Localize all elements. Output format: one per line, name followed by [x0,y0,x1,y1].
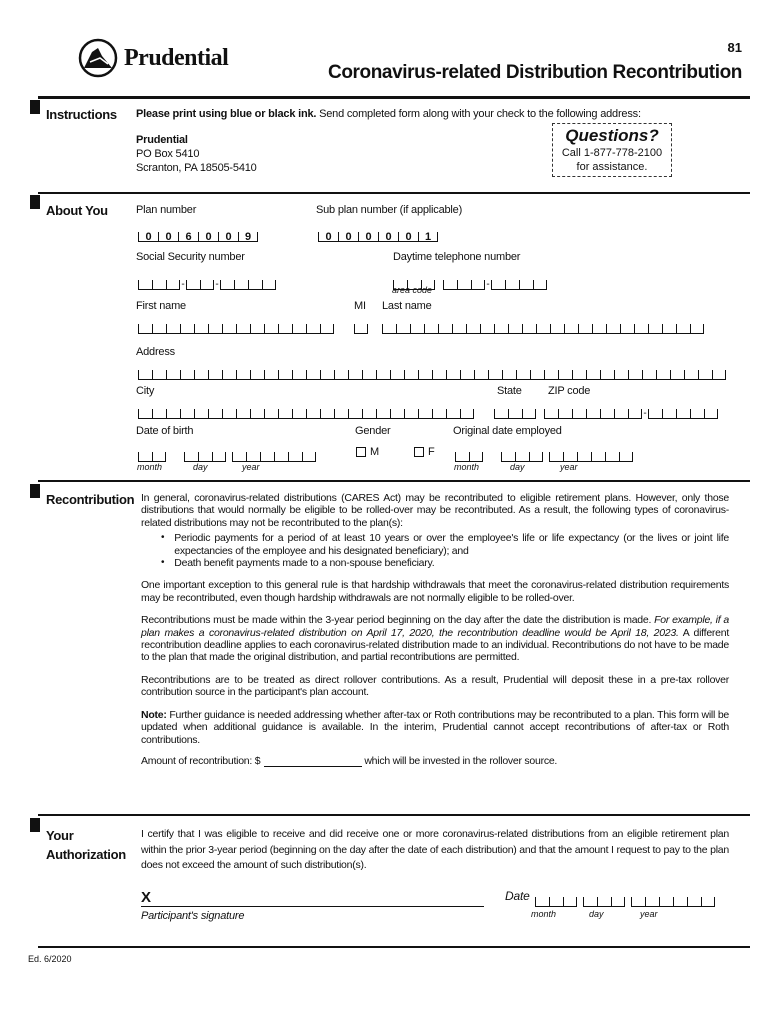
state-label: State [497,385,522,397]
entry-cell[interactable] [200,280,214,290]
section-label-instructions: Instructions [46,107,117,122]
entry-cell[interactable] [628,409,642,419]
recontribution-body [141,492,729,767]
entry-cell[interactable] [194,370,208,380]
entry-cell[interactable] [605,452,619,462]
bullet-text: Death benefit payments made to a non-spouse beneficiary. [174,557,435,570]
entry-cell[interactable] [236,409,250,419]
recontribution-paragraph-4: Recontributions are to be treated as direct rollover contributions. As a result, Prudential will deposit these in a pre-tax rollover contribution source in the participant's plan account. [141,673,729,699]
entry-cell[interactable] [614,370,628,380]
entry-cell[interactable] [550,324,564,334]
edition-label: Ed. 6/2020 [28,954,72,964]
entry-cell[interactable] [404,370,418,380]
entry-cell[interactable] [572,370,586,380]
gender-label: Gender [355,425,391,437]
orig-day-label: day [510,462,525,472]
entry-cell[interactable] [418,370,432,380]
gender-f-option[interactable] [414,445,435,459]
signature-label: Participant's signature [141,910,245,922]
entry-cell[interactable] [180,409,194,419]
entry-cell[interactable] [631,897,645,907]
entry-cell[interactable] [274,452,288,462]
section-marker [30,818,40,832]
amount-label: Amount of recontribution: $ [141,754,261,767]
entry-cell[interactable] [198,452,212,462]
p3-text-a: Recontributions must be made within the 3-year period beginning on the day after the date the distribution is made. [141,614,652,627]
address-line1: PO Box 5410 [136,148,200,160]
entry-cell[interactable] [362,409,376,419]
instructions-lead-rest: Send completed form along with your check to the following address: [319,108,641,120]
entry-cell[interactable] [600,370,614,380]
entry-cell[interactable] [166,370,180,380]
digit-cell[interactable]: 0 [138,232,158,242]
entry-cell[interactable] [471,280,485,290]
entry-cell[interactable] [194,409,208,419]
entry-cell[interactable] [376,409,390,419]
entry-cell[interactable] [536,324,550,334]
entry-cell[interactable] [558,370,572,380]
entry-cell[interactable] [292,324,306,334]
entry-cell[interactable] [684,370,698,380]
entry-cell[interactable] [645,897,659,907]
entry-cell[interactable] [457,280,471,290]
entry-cell[interactable] [320,324,334,334]
entry-cell[interactable] [404,409,418,419]
entry-cell[interactable] [424,324,438,334]
recontribution-paragraph-2: One important exception to this general rule is that hardship withdrawals that meet the coronavirus-related distribution requirements may be recontributed, even though hardship withdrawals are not normally eligible to be rolled-over. [141,579,729,604]
entry-cell[interactable] [648,409,662,419]
last-name-field[interactable] [382,320,704,334]
entry-cell[interactable] [620,324,634,334]
entry-cell[interactable] [194,324,208,334]
entry-cell[interactable] [138,324,152,334]
address-line2: Scranton, PA 18505-5410 [136,162,257,174]
city-label: City [136,385,155,397]
entry-cell[interactable] [606,324,620,334]
entry-cell[interactable] [592,324,606,334]
auth-label-line1: Your [46,828,74,843]
recontribution-paragraph-1: In general, coronavirus-related distributions (CARES Act) may be recontributed to eligible retirement plans. However, only those distributions that would normally be eligible to be rolled-over may be recontributed. As a result, the following types of coronavirus-related distributions may not be recontributed to the plan(s): [141,492,729,529]
entry-cell[interactable] [563,897,577,907]
entry-cell[interactable] [152,324,166,334]
entry-cell[interactable] [138,280,152,290]
entry-cell[interactable] [410,324,424,334]
entry-cell[interactable] [516,370,530,380]
section-marker [30,484,40,498]
gender-f-checkbox[interactable] [414,447,424,457]
entry-cell[interactable] [320,370,334,380]
entry-cell[interactable] [152,409,166,419]
dob-field[interactable] [138,448,316,462]
entry-cell[interactable] [578,324,592,334]
entry-cell[interactable] [628,370,642,380]
entry-cell[interactable] [642,370,656,380]
orig-date-label: Original date employed [453,425,562,437]
plan-number-label: Plan number [136,204,197,216]
entry-cell[interactable] [320,409,334,419]
entry-cell[interactable] [662,324,676,334]
entry-cell[interactable] [491,280,505,290]
section-label-about-you: About You [46,203,108,218]
entry-cell[interactable] [260,452,274,462]
zip-field[interactable]: - [544,405,718,419]
gender-m-option[interactable] [356,445,379,459]
entry-cell[interactable] [166,409,180,419]
footer-rule [38,946,750,948]
bullet-dot-icon: • [161,557,165,569]
digit-cell[interactable]: 1 [418,232,438,242]
ssn-label: Social Security number [136,251,245,263]
entry-cell[interactable] [264,409,278,419]
entry-cell[interactable] [222,409,236,419]
entry-cell[interactable] [348,370,362,380]
date-day-label: day [589,909,604,919]
entry-cell[interactable] [250,409,264,419]
entry-cell[interactable] [549,897,563,907]
orig-date-field[interactable] [455,448,633,462]
instructions-text [136,107,641,121]
dob-year-label: year [242,462,260,472]
entry-cell[interactable] [452,324,466,334]
entry-cell[interactable] [432,409,446,419]
entry-cell[interactable] [687,897,701,907]
entry-cell[interactable] [180,370,194,380]
entry-cell[interactable] [494,324,508,334]
orig-year-label: year [560,462,578,472]
entry-cell[interactable] [460,409,474,419]
entry-cell[interactable] [530,370,544,380]
entry-cell[interactable] [262,280,276,290]
entry-cell[interactable] [600,409,614,419]
entry-cell[interactable] [583,897,597,907]
entry-cell[interactable] [698,370,712,380]
entry-cell[interactable] [533,280,547,290]
entry-cell[interactable] [222,324,236,334]
recontribution-note [141,709,729,746]
entry-cell[interactable] [648,324,662,334]
entry-cell[interactable] [138,370,152,380]
entry-cell[interactable] [180,324,194,334]
section-marker [30,195,40,209]
entry-cell[interactable] [306,324,320,334]
city-field[interactable] [138,405,474,419]
digit-cell[interactable]: 0 [318,232,338,242]
plan-number-field[interactable] [138,228,258,242]
entry-cell[interactable] [529,452,543,462]
entry-cell[interactable] [166,280,180,290]
mi-label: MI [354,300,366,312]
entry-cell[interactable] [586,370,600,380]
entry-cell[interactable] [535,897,549,907]
digit-cell[interactable]: 0 [218,232,238,242]
digit-cell[interactable]: 0 [378,232,398,242]
entry-cell[interactable] [673,897,687,907]
section-marker [30,100,40,114]
entry-cell[interactable] [236,324,250,334]
date-year-label: year [640,909,658,919]
entry-cell[interactable] [152,280,166,290]
entry-cell[interactable] [670,370,684,380]
bullet-dot-icon: • [161,532,165,544]
entry-cell[interactable] [278,409,292,419]
entry-cell[interactable] [208,370,222,380]
entry-cell[interactable] [522,409,536,419]
entry-cell[interactable] [446,409,460,419]
first-name-field[interactable] [138,320,334,334]
entry-cell[interactable] [619,452,633,462]
zip-label: ZIP code [548,385,591,397]
entry-cell[interactable] [659,897,673,907]
ssn-field[interactable]: - - [138,276,276,290]
entry-cell[interactable] [544,370,558,380]
digit-cell[interactable]: 0 [198,232,218,242]
entry-cell[interactable] [690,324,704,334]
signature-date-field[interactable] [535,893,715,907]
section-label-recontribution: Recontribution [46,492,135,507]
entry-cell[interactable] [704,409,718,419]
first-name-label: First name [136,300,186,312]
state-field[interactable] [494,405,536,419]
p3-text-b: A different recontribution deadline applies to each coronavirus-related distribution made to an individual. Recontributions do not have to be made to the plan that made the original distribution, and partial recontributions are permitted. [141,626,729,664]
prudential-logo [78,38,228,78]
bullet-item [141,557,729,569]
amount-input[interactable] [264,755,362,767]
entry-cell[interactable] [212,452,226,462]
entry-cell[interactable] [376,370,390,380]
entry-cell[interactable] [519,280,533,290]
entry-cell[interactable] [248,280,262,290]
p3-example: For example, if a plan makes a coronavirus-related distribution on April 17, 2020, the recontribution deadline would be April 18, 2023. [141,614,729,639]
amount-row [141,755,729,767]
entry-cell[interactable] [712,370,726,380]
entry-cell[interactable] [586,409,600,419]
entry-cell[interactable] [577,452,591,462]
entry-cell[interactable] [232,452,246,462]
address-field[interactable] [138,366,726,380]
auth-label-line2: Authorization [46,847,126,862]
sub-plan-label: Sub plan number (if applicable) [316,204,463,216]
area-code-label: area code [392,285,433,295]
entry-cell[interactable] [278,370,292,380]
section-rule [38,480,750,482]
entry-cell[interactable] [501,452,515,462]
orig-month-label: month [454,462,480,472]
entry-cell[interactable] [494,409,508,419]
entry-cell[interactable] [390,409,404,419]
date-month-label: month [531,909,557,919]
entry-cell[interactable] [446,370,460,380]
instructions-lead-bold: Please print using blue or black ink. [136,108,317,120]
entry-cell[interactable] [334,370,348,380]
digit-cell[interactable]: 9 [238,232,258,242]
entry-cell[interactable] [690,409,704,419]
entry-cell[interactable] [348,409,362,419]
entry-cell[interactable] [591,452,605,462]
dob-month-label: month [137,462,163,472]
questions-note: for assistance. [576,161,648,173]
entry-cell[interactable] [455,452,469,462]
entry-cell[interactable] [418,409,432,419]
entry-cell[interactable] [250,370,264,380]
entry-cell[interactable] [186,280,200,290]
dob-label: Date of birth [136,425,194,437]
questions-title: Questions? [565,126,659,145]
entry-cell[interactable] [362,370,376,380]
entry-cell[interactable] [152,452,166,462]
entry-cell[interactable] [264,370,278,380]
entry-cell[interactable] [508,409,522,419]
note-text: Further guidance is needed addressing whether after-tax or Roth contributions may be recontributed to a plan. This form will be updated when additional guidance is available. In the interim, Prudential cannot accept recontributions of after-tax or Roth contributions. [141,708,729,746]
entry-cell[interactable] [634,324,648,334]
entry-cell[interactable] [354,324,368,334]
phone-label: Daytime telephone number [393,251,521,263]
entry-cell[interactable] [292,370,306,380]
entry-cell[interactable] [558,409,572,419]
entry-cell[interactable] [138,409,152,419]
signature-x: X [141,889,152,906]
bullet-text: Periodic payments for a period of at least 10 years or over the employee's life or life expectancy (or the lives or joint life expectancies of the employee and his designated beneficiary); and [174,532,729,557]
entry-cell[interactable] [220,280,234,290]
section-label-authorization [46,826,126,864]
address-label: Address [136,346,175,358]
entry-cell[interactable] [306,370,320,380]
entry-cell[interactable] [234,280,248,290]
last-name-label: Last name [382,300,432,312]
page-title: Coronavirus-related Distribution Recontribution [328,62,742,83]
entry-cell[interactable] [334,409,348,419]
entry-cell[interactable] [250,324,264,334]
entry-cell[interactable] [515,452,529,462]
questions-box [552,123,672,177]
dob-day-label: day [193,462,208,472]
signature-line [141,906,484,907]
entry-cell[interactable] [222,370,236,380]
gender-m-label: M [370,446,379,458]
entry-cell[interactable] [474,370,488,380]
digit-cell[interactable]: 0 [158,232,178,242]
entry-cell[interactable] [597,897,611,907]
address-name: Prudential [136,134,188,146]
questions-phone: Call 1-877-778-2100 [561,147,663,159]
section-rule [38,192,750,194]
entry-cell[interactable] [138,452,152,462]
amount-suffix: which will be invested in the rollover source. [364,754,558,767]
digit-cell[interactable]: 0 [338,232,358,242]
entry-cell[interactable] [505,280,519,290]
gender-m-checkbox[interactable] [356,447,366,457]
entry-cell[interactable] [522,324,536,334]
entry-cell[interactable] [611,897,625,907]
entry-cell[interactable] [443,280,457,290]
entry-cell[interactable] [166,324,180,334]
entry-cell[interactable] [508,324,522,334]
entry-cell[interactable] [264,324,278,334]
entry-cell[interactable] [502,370,516,380]
entry-cell[interactable] [288,452,302,462]
entry-cell[interactable] [396,324,410,334]
entry-cell[interactable] [544,409,558,419]
phone-field[interactable]: - [393,276,547,290]
digit-cell[interactable]: 0 [398,232,418,242]
entry-cell[interactable] [208,409,222,419]
header-rule [38,96,750,99]
entry-cell[interactable] [278,324,292,334]
entry-cell[interactable] [656,370,670,380]
note-bold: Note: [141,708,167,721]
entry-cell[interactable] [480,324,494,334]
signature-field[interactable] [141,889,484,907]
recontribution-paragraph-3 [141,614,729,664]
entry-cell[interactable] [184,452,198,462]
entry-cell[interactable] [676,324,690,334]
entry-cell[interactable] [302,452,316,462]
entry-cell[interactable] [390,370,404,380]
entry-cell[interactable] [438,324,452,334]
digit-cell[interactable]: 6 [178,232,198,242]
entry-cell[interactable] [460,370,474,380]
section-rule [38,814,750,816]
entry-cell[interactable] [662,409,676,419]
date-label: Date [505,889,530,903]
entry-cell[interactable] [382,324,396,334]
entry-cell[interactable] [614,409,628,419]
entry-cell[interactable] [292,409,306,419]
mailing-address [136,133,257,175]
entry-cell[interactable] [432,370,446,380]
entry-cell[interactable] [466,324,480,334]
entry-cell[interactable] [563,452,577,462]
entry-cell[interactable] [701,897,715,907]
entry-cell[interactable] [549,452,563,462]
entry-cell[interactable] [152,370,166,380]
entry-cell[interactable] [488,370,502,380]
entry-cell[interactable] [236,370,250,380]
entry-cell[interactable] [246,452,260,462]
gender-f-label: F [428,446,435,458]
sub-plan-number-field[interactable] [318,228,438,242]
rock-logo-icon [78,38,118,78]
form-number: 81 [727,40,742,55]
entry-cell[interactable] [306,409,320,419]
entry-cell[interactable] [469,452,483,462]
digit-cell[interactable]: 0 [358,232,378,242]
brand-name: Prudential [124,44,229,71]
entry-cell[interactable] [572,409,586,419]
entry-cell[interactable] [564,324,578,334]
entry-cell[interactable] [208,324,222,334]
mi-field[interactable] [354,320,368,334]
entry-cell[interactable] [676,409,690,419]
bullet-item [141,532,729,557]
authorization-text: I certify that I was eligible to receive and did receive one or more coronavirus-related distributions from an eligible retirement plan within the prior 3-year period (beginning on the day after the date of each distribution) and that the amount I request to pay to the plan does not exceed the amount of such distribution(s). [141,828,729,871]
